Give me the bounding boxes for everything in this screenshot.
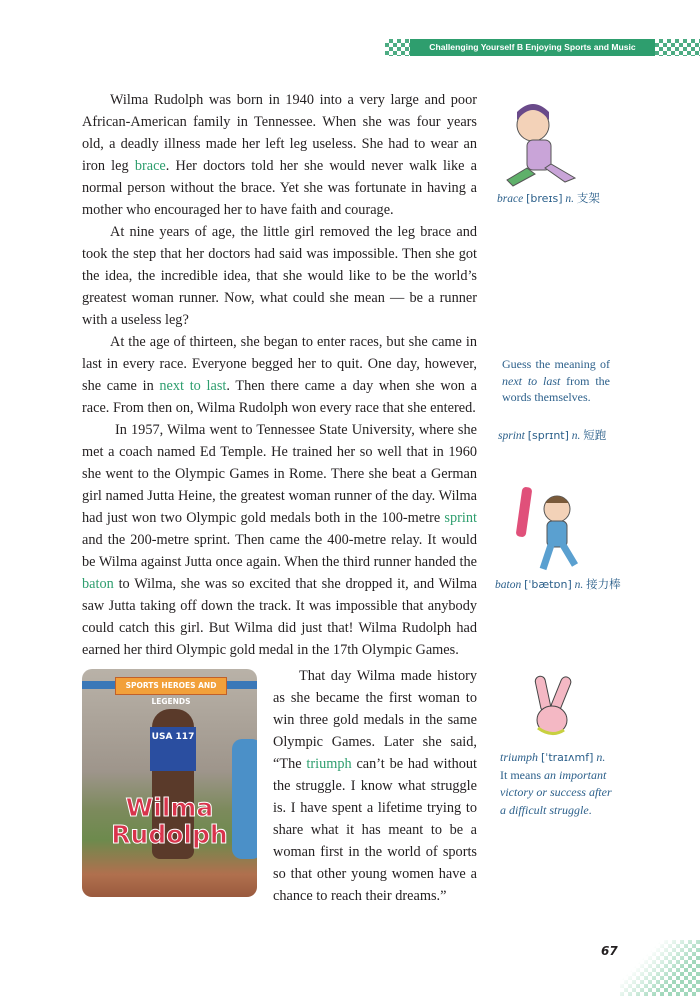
glossary-sprint: sprint [sprɪnt] n. 短跑: [498, 429, 607, 442]
article-body: [82, 89, 477, 907]
chapter-header: Challenging Yourself B Enjoying Sports and Music: [410, 39, 655, 56]
vocabulary-word: brace: [134, 158, 166, 174]
paragraph: [82, 89, 477, 221]
text-segment: Wilma Rudolph was born in 1940 into a very large and poor African-American family in Tennessee. When she was four years old, a deadly illness made her left leg useless. She had to wear an iron leg: [82, 92, 477, 174]
victory-hand-icon: [530, 672, 580, 738]
glossary-brace: brace [breɪs] n. 支架: [497, 192, 600, 205]
text-segment: . Her doctors told her she would never walk like a normal person without the brace. Yet she was fortunate in having a mother who encouraged her to have faith and courage.: [82, 158, 477, 218]
text-segment: At nine years of age, the little girl removed the leg brace and took the step that her doctors had said was impossible. Then she got the idea, the incredible idea, that she would like to be the world’s greatest woman runner. Now, what could she mean — be a runner with a useless leg?: [82, 224, 477, 328]
page-number: 67: [601, 944, 618, 958]
header-pattern: [385, 39, 410, 56]
paragraph: [82, 331, 477, 419]
text-segment: to Wilma, she was so excited that she dropped it, and Wilma saw Jutta taking off down the track. It was impossible that anybody could catch this girl. But Wilma did just that! Wilma Rudolph had earned her third Olympic gold medal in the 17th Olympic Games.: [82, 576, 477, 658]
text-segment: At the age of thirteen, she began to enter races, but she came in last in every race. Everyone begged her to quit. One day, however, she came in: [82, 334, 477, 394]
vocabulary-word: next to last: [159, 378, 227, 394]
header-pattern: [655, 39, 700, 56]
text-segment: That day Wilma made history as she became the first woman to win three gold medals in the same Olympic Games. Later she said, “The: [273, 668, 477, 772]
text-segment: and the 200-metre sprint. Then came the 400-metre relay. It would be Wilma against Jutta once again. When the third runner handed the: [82, 532, 477, 570]
vocabulary-word: sprint: [444, 510, 477, 526]
glossary-baton: baton [ˈbætɒn] n. 接力棒: [495, 578, 621, 591]
glossary-triumph: triumph [ˈtraɪʌmf] n. It means an important victory or success after a difficult struggle.: [500, 750, 612, 817]
book-cover-image: [82, 669, 257, 897]
cover-series-label: SPORTS HEROES AND LEGENDS: [115, 677, 227, 695]
cover-title: Wilma Rudolph: [111, 793, 228, 849]
vocabulary-word: baton: [82, 576, 114, 592]
text-segment: . Then there came a day when she won a race. From then on, Wilma Rudolph won every race that she entered.: [82, 378, 477, 416]
corner-pattern: [620, 940, 700, 996]
cover-bib: USA 117: [150, 727, 196, 771]
text-segment: In 1957, Wilma went to Tennessee State University, where she met a coach named Ed Temple. He trained her so well that in 1960 she went to the Olympic Games in Rome. There she beat a German girl named Jutta Heine, the greatest woman runner of the day. Wilma had just won two Olympic gold medals both in the 100-metre: [82, 422, 477, 526]
paragraph: [82, 221, 477, 331]
vocabulary-word: triumph: [306, 756, 352, 772]
text-segment: can’t be had without the struggle. I know what struggle is. I have spent a lifetime trying to share what it has meant to be a woman first in the world of sports so that other young women have a chance to reach their dreams.”: [273, 756, 477, 904]
guess-meaning-tip: Guess the meaning of next to last from the words themselves.: [502, 357, 610, 404]
girl-with-brace-illustration: [505, 100, 580, 188]
paragraph: [82, 419, 477, 661]
boy-with-baton-illustration: [515, 485, 590, 573]
